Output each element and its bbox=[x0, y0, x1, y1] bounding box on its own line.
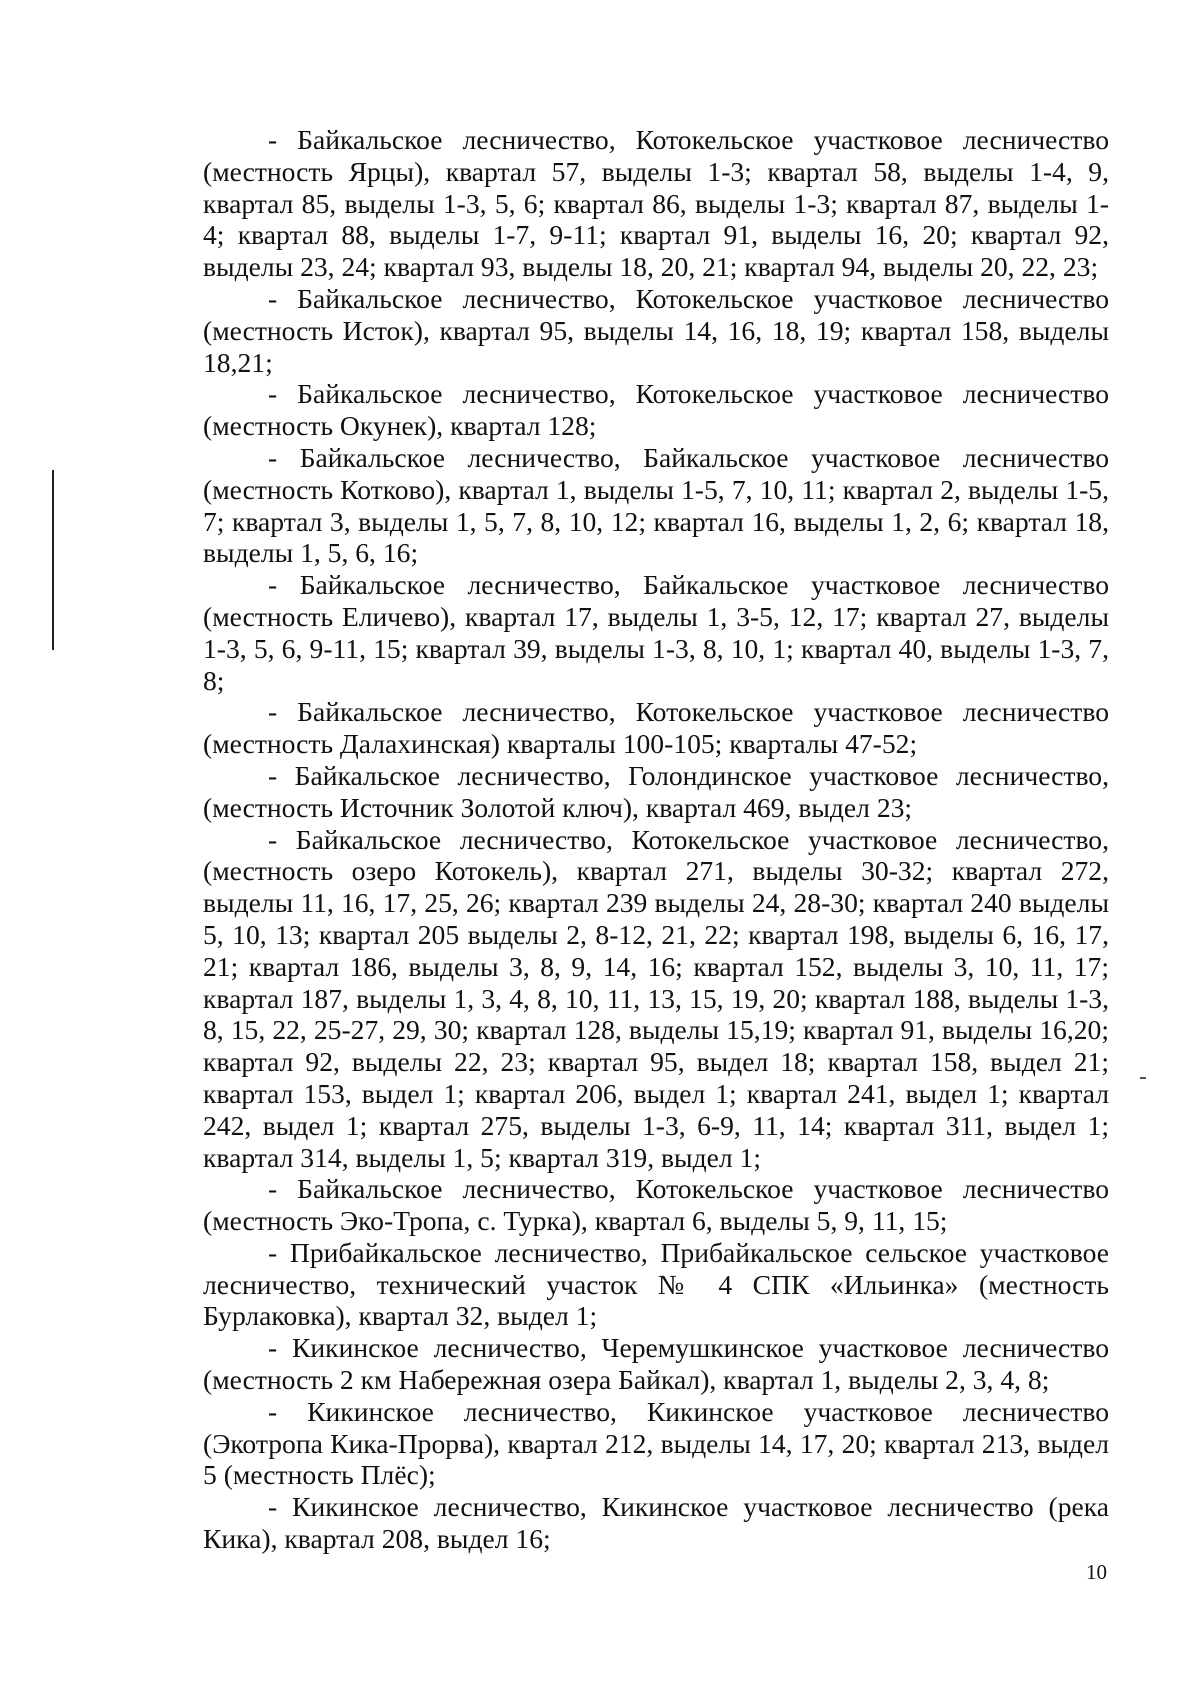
forest-area-item: - Байкальское лесничество, Котокельское участковое лесничество (местность Далахинская) кварталы 100-105; кварталы 47-52; bbox=[203, 696, 1109, 760]
forest-area-item: - Байкальское лесничество, Котокельское участковое лесничество (местность Эко-Тропа, с. Турка), квартал 6, выделы 5, 9, 11, 15; bbox=[203, 1173, 1109, 1237]
forest-area-item: - Байкальское лесничество, Котокельское участковое лесничество, (местность озеро Котокель), квартал 271, выделы 30-32; квартал 272, выделы 11, 16, 17, 25, 26; квартал 239 выделы 24, 28-30; квартал 240 выделы 5, 10, 13; квартал 205 выделы 2, 8-12, 21, 22; квартал 198, выделы 6, 16, 17, 21; квартал 186, выделы 3, 8, 9, 14, 16; квартал 152, выделы 3, 10, 11, 17; квартал 187, выделы 1, 3, 4, 8, 10, 11, 13, 15, 19, 20; квартал 188, выделы 1-3, 8, 15, 22, 25-27, 29, 30; квартал 128, выделы 15,19; квартал 91, выделы 16,20; квартал 92, выделы 22, 23; квартал 95, выдел 18; квартал 158, выдел 21; квартал 153, выдел 1; квартал 206, выдел 1; квартал 241, выдел 1; квартал 242, выдел 1; квартал 275, выделы 1-3, 6-9, 11, 14; квартал 311, выдел 1; квартал 314, выделы 1, 5; квартал 319, выдел 1; bbox=[203, 823, 1109, 1173]
scan-speck bbox=[1140, 1077, 1146, 1079]
forest-area-item: - Кикинское лесничество, Кикинское участковое лесничество (Экотропа Кика-Прорва), квартал 212, выделы 14, 17, 20; квартал 213, выдел 5 (местность Плёс); bbox=[203, 1395, 1109, 1491]
forest-area-item: - Байкальское лесничество, Котокельское участковое лесничество (местность Исток), квартал 95, выделы 14, 16, 18, 19; квартал 158, выделы 18,21; bbox=[203, 282, 1109, 378]
forest-area-item: - Байкальское лесничество, Байкальское участковое лесничество (местность Еличево), квартал 17, выделы 1, 3-5, 12, 17; квартал 27, выделы 1-3, 5, 6, 9-11, 15; квартал 39, выделы 1-3, 8, 10, 1; квартал 40, выделы 1-3, 7, 8; bbox=[203, 569, 1109, 696]
forest-area-item: - Кикинское лесничество, Кикинское участковое лесничество (река Кика), квартал 208, выдел 16; bbox=[203, 1491, 1109, 1555]
forest-area-item: - Байкальское лесничество, Котокельское участковое лесничество (местность Ярцы), квартал 57, выделы 1-3; квартал 58, выделы 1-4, 9, квартал 85, выделы 1-3, 5, 6; квартал 86, выделы 1-3; квартал 87, выделы 1-4; квартал 88, выделы 1-7, 9-11; квартал 91, выделы 16, 20; квартал 92, выделы 23, 24; квартал 93, выделы 18, 20, 21; квартал 94, выделы 20, 22, 23; bbox=[203, 124, 1109, 283]
document-body bbox=[203, 124, 1109, 1555]
forest-area-item: - Кикинское лесничество, Черемушкинское участковое лесничество (местность 2 км Набережная озера Байкал), квартал 1, выделы 2, 3, 4, 8; bbox=[203, 1332, 1109, 1396]
page-number: 10 bbox=[1086, 1560, 1107, 1584]
forest-area-item: - Байкальское лесничество, Голондинское участковое лесничество, (местность Источник Золотой ключ), квартал 469, выдел 23; bbox=[203, 759, 1109, 823]
margin-revision-bar bbox=[52, 470, 54, 650]
forest-area-item: - Прибайкальское лесничество, Прибайкальское сельское участковое лесничество, технический участок № 4 СПК «Ильинка» (местность Бурлаковка), квартал 32, выдел 1; bbox=[203, 1236, 1109, 1332]
forest-area-item: - Байкальское лесничество, Байкальское участковое лесничество (местность Котково), квартал 1, выделы 1-5, 7, 10, 11; квартал 2, выделы 1-5, 7; квартал 3, выделы 1, 5, 7, 8, 10, 12; квартал 16, выделы 1, 2, 6; квартал 18, выделы 1, 5, 6, 16; bbox=[203, 441, 1109, 569]
forest-area-item: - Байкальское лесничество, Котокельское участковое лесничество (местность Окунек), квартал 128; bbox=[203, 378, 1109, 442]
